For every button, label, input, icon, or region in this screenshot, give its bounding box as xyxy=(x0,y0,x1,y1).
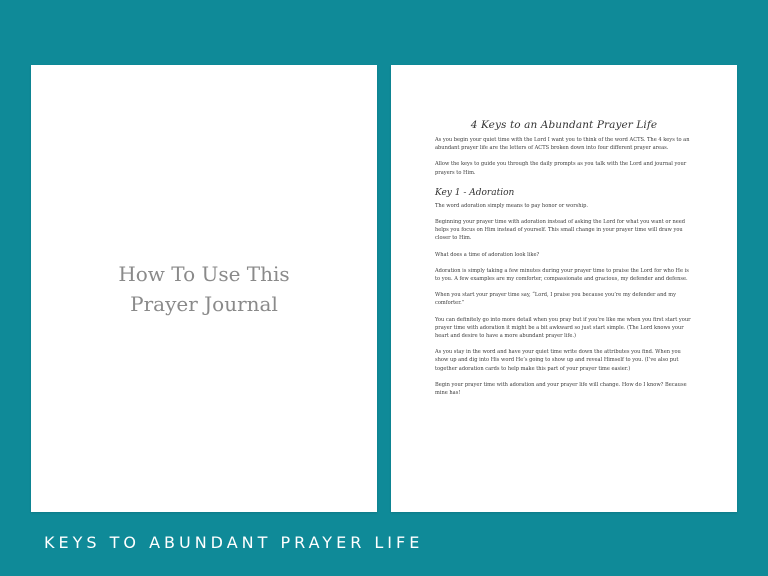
cover-title-line-1: How To Use This xyxy=(118,262,290,286)
body-paragraph: As you stay in the word and have your quiet time write down the attributes you find. When you show up and dig into His word He’s going to show up and reveal Himself to you. (I’ve also put together adoration cards to help make this part of your prayer time easier.) xyxy=(435,349,681,372)
cover-title xyxy=(31,259,377,319)
intro-paragraph: As you begin your quiet time with the Lord I want you to think of the word ACTS. The 4 keys to an abundant prayer life are the letters of ACTS broken down into four different prayer areas. xyxy=(435,137,690,152)
body-paragraph: What does a time of adoration look like? xyxy=(435,251,540,258)
body-paragraph: You can definitely go into more detail when you pray but if you’re like me when you first start your prayer time with adoration it might be a bit awkward so just start simple. (The Lord knows your heart and desire to have a more abundant prayer life.) xyxy=(435,316,691,340)
footer-caption: KEYS TO ABUNDANT PRAYER LIFE xyxy=(44,533,424,552)
cover-page xyxy=(31,65,377,512)
article-heading: 4 Keys to an Abundant Prayer Life xyxy=(470,119,658,131)
body-paragraph: Adoration is simply taking a few minutes during your prayer time to praise the Lord for who He is to you. A few examples are my comforter, compassionate and gracious, my defender and defense. xyxy=(435,267,689,283)
article-body xyxy=(435,119,693,405)
key-heading: Key 1 - Adoration xyxy=(435,187,515,198)
body-paragraph: When you start your prayer time say, “Lord, I praise you because you’re my defender and my comforter.” xyxy=(435,292,676,307)
body-paragraph: Begin your prayer time with adoration and your prayer life will change. How do I know? Because mine has! xyxy=(435,381,687,397)
body-paragraph: The word adoration simply means to pay honor or worship. xyxy=(435,202,589,209)
intro-paragraph: Allow the keys to guide you through the daily prompts as you talk with the Lord and journal your prayers to Him. xyxy=(435,161,687,176)
content-page xyxy=(391,65,737,512)
body-paragraph: Beginning your prayer time with adoration instead of asking the Lord for what you want or need helps you focus on Him instead of yourself. This small change in your prayer time will draw you closer to Him. xyxy=(435,219,686,242)
cover-title-line-2: Prayer Journal xyxy=(130,292,278,316)
